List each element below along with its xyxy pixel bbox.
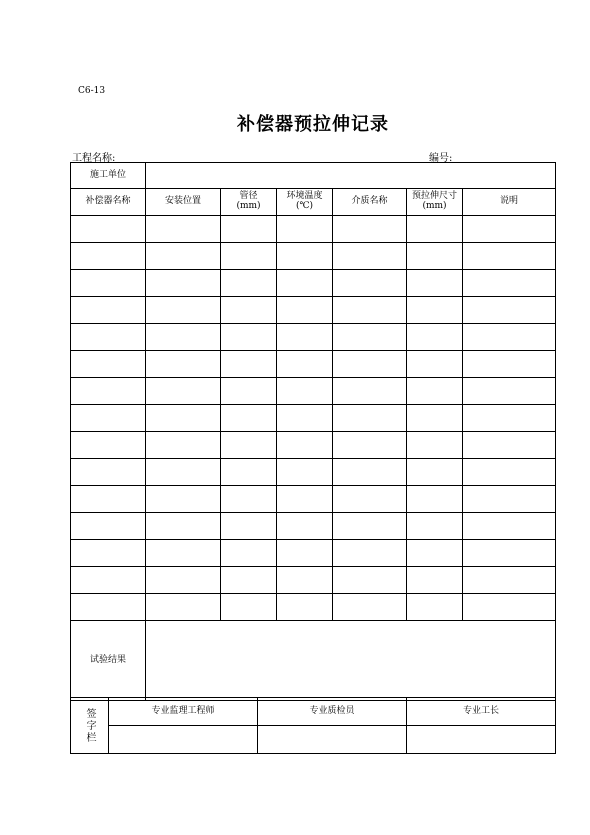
table-cell[interactable]: [407, 324, 463, 351]
table-cell[interactable]: [221, 297, 277, 324]
page-title: 补偿器预拉伸记录: [237, 114, 389, 135]
signature-field-supervisor[interactable]: [109, 726, 258, 754]
table-cell[interactable]: [333, 324, 407, 351]
table-cell[interactable]: [333, 216, 407, 243]
record-table: [70, 162, 556, 701]
table-cell[interactable]: [146, 486, 221, 513]
construction-unit-label: 施工单位: [71, 163, 146, 189]
table-cell[interactable]: [221, 540, 277, 567]
table-cell[interactable]: [463, 486, 556, 513]
table-cell[interactable]: [277, 405, 333, 432]
table-row: [71, 297, 556, 324]
table-cell[interactable]: [146, 297, 221, 324]
table-cell[interactable]: [463, 378, 556, 405]
table-row: [71, 540, 556, 567]
table-cell[interactable]: [221, 216, 277, 243]
table-cell[interactable]: [463, 270, 556, 297]
table-cell[interactable]: [333, 297, 407, 324]
table-cell[interactable]: [463, 513, 556, 540]
table-row: [71, 513, 556, 540]
table-cell[interactable]: [333, 540, 407, 567]
table-cell[interactable]: [221, 243, 277, 270]
table-cell[interactable]: [333, 432, 407, 459]
table-row: [71, 405, 556, 432]
table-cell[interactable]: [277, 270, 333, 297]
table-cell[interactable]: [333, 243, 407, 270]
table-cell[interactable]: [463, 540, 556, 567]
signature-field-row: [71, 726, 556, 754]
table-cell[interactable]: [71, 216, 146, 243]
table-cell[interactable]: [146, 432, 221, 459]
table-cell[interactable]: [463, 216, 556, 243]
table-cell[interactable]: [463, 567, 556, 594]
table-row: [71, 378, 556, 405]
table-cell[interactable]: [146, 567, 221, 594]
table-cell[interactable]: [277, 324, 333, 351]
table-cell[interactable]: [407, 216, 463, 243]
signature-field-foreman[interactable]: [407, 726, 556, 754]
table-cell[interactable]: [221, 432, 277, 459]
table-cell[interactable]: [71, 486, 146, 513]
table-row: [71, 567, 556, 594]
signature-header-row: [71, 698, 556, 726]
signature-label-cell: [71, 698, 109, 754]
table-cell[interactable]: [221, 270, 277, 297]
number-label: 编号:: [429, 153, 453, 164]
table-cell[interactable]: [277, 486, 333, 513]
table-cell[interactable]: [333, 513, 407, 540]
table-cell[interactable]: [277, 378, 333, 405]
table-cell[interactable]: [221, 567, 277, 594]
table-cell[interactable]: [463, 351, 556, 378]
table-cell[interactable]: [71, 243, 146, 270]
col-header-name: 补偿器名称: [71, 189, 146, 216]
table-cell[interactable]: [71, 378, 146, 405]
table-cell[interactable]: [277, 351, 333, 378]
table-cell[interactable]: [146, 378, 221, 405]
table-cell[interactable]: [333, 270, 407, 297]
table-row: [71, 459, 556, 486]
table-cell[interactable]: [277, 297, 333, 324]
test-result-field[interactable]: [146, 621, 556, 701]
table-cell[interactable]: [71, 567, 146, 594]
table-cell[interactable]: [407, 432, 463, 459]
table-cell[interactable]: [277, 459, 333, 486]
table-cell[interactable]: [463, 459, 556, 486]
table-cell[interactable]: [333, 594, 407, 621]
table-cell[interactable]: [71, 459, 146, 486]
table-cell[interactable]: [146, 243, 221, 270]
col-header-medium: 介质名称: [333, 189, 407, 216]
table-cell[interactable]: [146, 324, 221, 351]
table-cell[interactable]: [407, 351, 463, 378]
table-cell[interactable]: [333, 351, 407, 378]
table-cell[interactable]: [463, 324, 556, 351]
table-cell[interactable]: [407, 297, 463, 324]
table-row: [71, 243, 556, 270]
table-cell[interactable]: [407, 378, 463, 405]
table-row: [71, 324, 556, 351]
test-result-row: [71, 621, 556, 701]
table-cell[interactable]: [71, 540, 146, 567]
table-cell[interactable]: [407, 594, 463, 621]
table-row: [71, 351, 556, 378]
table-cell[interactable]: [146, 405, 221, 432]
table-cell[interactable]: [463, 297, 556, 324]
table-row: [71, 486, 556, 513]
col-header-notes: 说明: [463, 189, 556, 216]
table-cell[interactable]: [277, 243, 333, 270]
table-cell[interactable]: [333, 486, 407, 513]
form-code: C6-13: [78, 86, 106, 96]
col-header-location: 安装位置: [146, 189, 221, 216]
signatory-supervisor: 专业监理工程师: [109, 698, 258, 726]
table-cell[interactable]: [333, 459, 407, 486]
signature-table: [70, 697, 556, 754]
table-cell[interactable]: [146, 351, 221, 378]
table-cell[interactable]: [407, 486, 463, 513]
table-cell[interactable]: [407, 405, 463, 432]
table-cell[interactable]: [463, 243, 556, 270]
signature-field-inspector[interactable]: [258, 726, 407, 754]
table-row: [71, 594, 556, 621]
table-cell[interactable]: [221, 459, 277, 486]
table-cell[interactable]: [71, 351, 146, 378]
table-cell[interactable]: [221, 405, 277, 432]
col-header-temperature: 环境温度 (℃): [277, 189, 333, 216]
table-cell[interactable]: [407, 540, 463, 567]
table-cell[interactable]: [221, 513, 277, 540]
signatory-foreman: 专业工长: [407, 698, 556, 726]
table-cell[interactable]: [146, 594, 221, 621]
table-cell[interactable]: [71, 324, 146, 351]
table-cell[interactable]: [333, 567, 407, 594]
table-cell[interactable]: [463, 432, 556, 459]
table-cell[interactable]: [221, 324, 277, 351]
table-row: [71, 270, 556, 297]
col-header-prestretch: 预拉伸尺寸 (mm): [407, 189, 463, 216]
table-cell[interactable]: [71, 405, 146, 432]
table-cell[interactable]: [221, 594, 277, 621]
signature-label: 签字栏: [84, 707, 95, 744]
table-cell[interactable]: [277, 216, 333, 243]
table-cell[interactable]: [221, 351, 277, 378]
table-cell[interactable]: [407, 270, 463, 297]
table-cell[interactable]: [221, 486, 277, 513]
table-cell[interactable]: [333, 405, 407, 432]
construction-unit-row: [71, 163, 556, 189]
table-cell[interactable]: [277, 540, 333, 567]
table-cell[interactable]: [146, 459, 221, 486]
table-row: [71, 216, 556, 243]
table-cell[interactable]: [71, 594, 146, 621]
table-cell[interactable]: [146, 216, 221, 243]
table-cell[interactable]: [71, 270, 146, 297]
table-cell[interactable]: [407, 513, 463, 540]
construction-unit-field[interactable]: [146, 163, 556, 189]
header-row: [71, 189, 556, 216]
table-row: [71, 432, 556, 459]
table-cell[interactable]: [71, 513, 146, 540]
table-cell[interactable]: [146, 540, 221, 567]
table-cell[interactable]: [277, 432, 333, 459]
table-cell[interactable]: [146, 513, 221, 540]
table-cell[interactable]: [71, 432, 146, 459]
test-result-label: 试验结果: [71, 621, 146, 701]
table-cell[interactable]: [407, 567, 463, 594]
table-cell[interactable]: [71, 297, 146, 324]
table-cell[interactable]: [221, 378, 277, 405]
table-cell[interactable]: [407, 243, 463, 270]
table-cell[interactable]: [277, 513, 333, 540]
project-name-label: 工程名称:: [72, 153, 116, 164]
table-cell[interactable]: [277, 594, 333, 621]
table-cell[interactable]: [463, 405, 556, 432]
col-header-diameter: 管径 (mm): [221, 189, 277, 216]
table-cell[interactable]: [463, 594, 556, 621]
table-cell[interactable]: [407, 459, 463, 486]
table-cell[interactable]: [146, 270, 221, 297]
signatory-inspector: 专业质检员: [258, 698, 407, 726]
table-cell[interactable]: [333, 378, 407, 405]
table-cell[interactable]: [277, 567, 333, 594]
